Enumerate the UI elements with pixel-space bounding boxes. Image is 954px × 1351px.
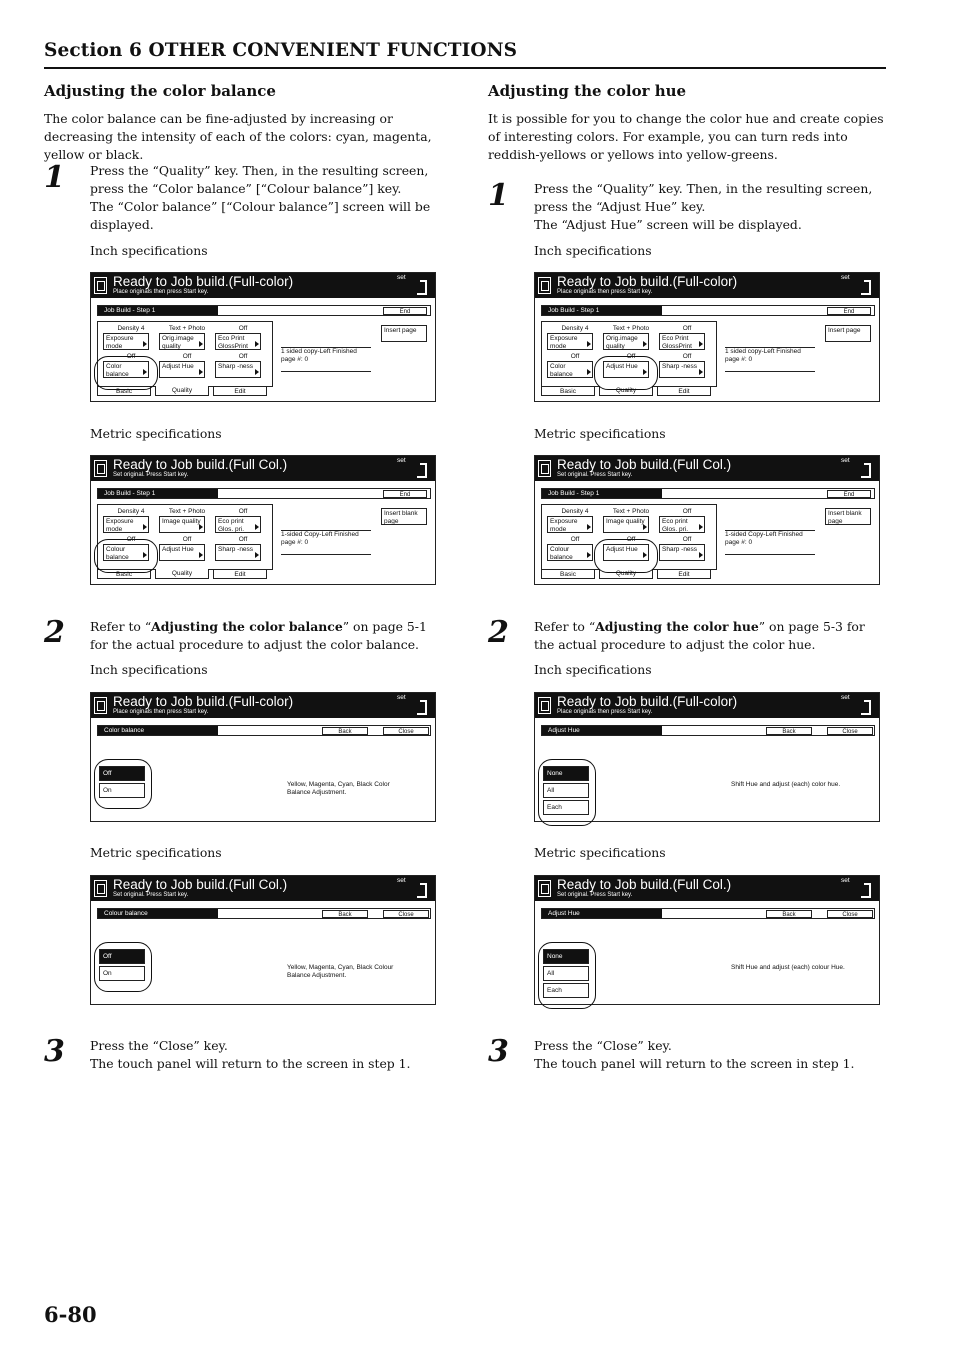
touch-panel-option-screen: [90, 692, 436, 822]
setting-caption: Density 4: [117, 508, 145, 515]
setting-caption: Off: [626, 536, 636, 543]
tab-quality[interactable]: Quality: [155, 569, 209, 579]
tab-edit[interactable]: Edit: [657, 569, 711, 579]
key-label: Exposure mode: [550, 335, 578, 350]
key-label: Adjust Hue: [162, 546, 194, 553]
setting-caption: Off: [126, 536, 136, 543]
step-number: 3: [488, 1034, 509, 1069]
tab-edit[interactable]: Edit: [213, 569, 267, 579]
highlight-circle: [94, 356, 158, 390]
screen-title: Ready to Job build.(Full Col.): [557, 877, 732, 892]
insert-page-button[interactable]: Insert blank page: [381, 508, 427, 525]
insert-page-button[interactable]: Insert page: [825, 325, 871, 342]
option-on[interactable]: On: [99, 783, 145, 798]
step-line: Press the “Close” key.: [534, 1038, 672, 1053]
key-label: Sharp -ness: [662, 546, 698, 553]
tab-quality[interactable]: Quality: [599, 569, 653, 579]
step-line: The touch panel will return to the screen in step 1.: [90, 1056, 411, 1071]
function-bar: [541, 725, 875, 736]
step-text-reference: Adjusting the color hue: [595, 619, 759, 634]
spec-label: Inch specifications: [90, 662, 208, 677]
setting-caption: Off: [682, 508, 692, 515]
setting-caption: Off: [238, 536, 248, 543]
spec-label: Inch specifications: [90, 243, 208, 258]
setting-caption: Off: [238, 325, 248, 332]
step-line: The “Color balance” [“Colour balance”] screen will be displayed.: [90, 199, 431, 232]
screen-title: Ready to Job build.(Full Col.): [113, 877, 288, 892]
setting-caption: Off: [682, 353, 692, 360]
back-button[interactable]: Back: [766, 910, 812, 918]
copy-info: 1 sided copy-Left Finished page #: 0: [281, 347, 371, 363]
spec-label: Metric specifications: [534, 845, 666, 860]
step-text-part: Refer to “: [90, 619, 152, 634]
copy-count-digit: [863, 700, 871, 715]
key-label: Sharp -ness: [218, 546, 254, 553]
intro-paragraph: The color balance can be fine-adjusted by increasing or decreasing the intensity of each of the colors: cyan, magenta, yellow or black.: [44, 111, 432, 162]
tab-quality[interactable]: Quality: [599, 386, 653, 396]
option-description: Shift Hue and adjust (each) color hue.: [731, 781, 841, 788]
screen-header: [91, 876, 435, 901]
tab-basic[interactable]: Basic: [541, 386, 595, 396]
key-label: Orig.image quality: [162, 335, 194, 350]
option-description: Yellow, Magenta, Cyan, Black Colour Balance Adjustment.: [287, 964, 394, 979]
step-line: Press the “Quality” key. Then, in the resulting screen, press the “Adjust Hue” key.: [534, 181, 873, 214]
key-label: Image quality: [606, 518, 645, 525]
option-description: Yellow, Magenta, Cyan, Black Color Balance Adjustment.: [287, 781, 390, 796]
screen-title: Ready to Job build.(Full-color): [113, 694, 294, 709]
option-on[interactable]: On: [99, 966, 145, 981]
intro-paragraph: It is possible for you to change the color hue and create copies of interesting colors. For example, you can turn reds into reddish-yellows or yellows into yellow-greens.: [488, 111, 884, 162]
document-icon: [94, 697, 107, 714]
option-none[interactable]: None: [543, 949, 589, 964]
job-build-bar: [97, 488, 431, 499]
setting-caption: Density 4: [561, 508, 589, 515]
step-number: 3: [44, 1034, 65, 1069]
highlight-circle: [94, 539, 158, 573]
copy-count-digit: [419, 280, 427, 295]
job-build-label: Job Build - Step 1: [98, 306, 218, 315]
step-line: Press the “Quality” key. Then, in the resulting screen, press the “Color balance” [“Colour balance”] key.: [90, 163, 429, 196]
setting-caption: Text + Photo: [168, 508, 206, 515]
screen-header: [535, 456, 879, 481]
screen-subtitle: Place originals then press Start key.: [113, 709, 209, 715]
header-rule: [44, 67, 886, 69]
touch-panel-option-screen: [90, 875, 436, 1005]
screen-header: [535, 876, 879, 901]
touch-panel-quality-screen: [534, 272, 880, 402]
step-number: 2: [488, 615, 509, 650]
option-each[interactable]: Each: [543, 800, 589, 815]
option-each[interactable]: Each: [543, 983, 589, 998]
setting-caption: Off: [570, 353, 580, 360]
touch-panel-quality-screen: [90, 272, 436, 402]
document-icon: [538, 697, 551, 714]
job-build-bar: [541, 488, 875, 499]
document-icon: [94, 460, 107, 477]
divider: [725, 371, 815, 372]
set-label: set: [841, 274, 850, 281]
close-button[interactable]: Close: [827, 727, 873, 735]
setting-caption: Off: [238, 353, 248, 360]
setting-caption: Off: [182, 536, 192, 543]
end-button[interactable]: End: [383, 307, 427, 315]
back-button[interactable]: Back: [322, 910, 368, 918]
copy-info: 1 sided copy-Left Finished page #: 0: [725, 347, 815, 363]
spec-label: Metric specifications: [534, 426, 666, 441]
key-label: Exposure mode: [106, 518, 134, 533]
key-label: Eco Print GlossPrint: [218, 335, 248, 350]
insert-page-button[interactable]: Insert page: [381, 325, 427, 342]
set-label: set: [397, 457, 406, 464]
document-icon: [538, 460, 551, 477]
setting-caption: Density 4: [561, 325, 589, 332]
tab-basic[interactable]: Basic: [541, 569, 595, 579]
step-line: The “Adjust Hue” screen will be displayed.: [534, 217, 802, 232]
screen-title: Ready to Job build.(Full-color): [557, 274, 738, 289]
screen-header: [91, 273, 435, 298]
option-all[interactable]: All: [543, 783, 589, 798]
tab-edit[interactable]: Edit: [213, 386, 267, 396]
document-icon: [538, 880, 551, 897]
divider: [281, 371, 371, 372]
copy-count-digit: [419, 463, 427, 478]
subsection-heading: Adjusting the color balance: [44, 82, 276, 100]
function-bar: [97, 908, 431, 919]
key-label: Color balance: [550, 363, 573, 378]
divider: [281, 554, 371, 555]
screen-header: [91, 456, 435, 481]
highlight-circle: [594, 539, 658, 573]
job-build-label: Job Build - Step 1: [98, 489, 218, 498]
divider: [725, 554, 815, 555]
option-none[interactable]: None: [543, 766, 589, 781]
key-label: Adjust Hue: [606, 546, 638, 553]
step-line: Press the “Close” key.: [90, 1038, 228, 1053]
touch-panel-quality-screen: [90, 455, 436, 585]
setting-caption: Density 4: [117, 325, 145, 332]
copy-info: 1-sided Copy-Left Finished page #: 0: [725, 530, 815, 546]
setting-caption: Text + Photo: [612, 325, 650, 332]
key-label: Eco Print GlossPrint: [662, 335, 692, 350]
job-build-bar: [97, 305, 431, 316]
screen-title: Ready to Job build.(Full-color): [113, 274, 294, 289]
document-icon: [538, 277, 551, 294]
key-label: Colour balance: [106, 546, 129, 561]
step-line: The touch panel will return to the screen in step 1.: [534, 1056, 855, 1071]
highlight-circle: [538, 942, 596, 1009]
screen-subtitle: Set original. Press Start key.: [113, 892, 189, 898]
key-label: Adjust Hue: [162, 363, 194, 370]
key-label: Sharp -ness: [662, 363, 698, 370]
key-label: Exposure mode: [106, 335, 134, 350]
copy-count-digit: [419, 883, 427, 898]
subsection-heading: Adjusting the color hue: [488, 82, 687, 100]
key-label: Sharp -ness: [218, 363, 254, 370]
function-label: Color balance: [98, 726, 218, 735]
key-label: Exposure mode: [550, 518, 578, 533]
key-label: Color balance: [106, 363, 129, 378]
set-label: set: [397, 877, 406, 884]
screen-title: Ready to Job build.(Full Col.): [557, 457, 732, 472]
screen-subtitle: Place originals then press Start key.: [113, 289, 209, 295]
touch-panel-quality-screen: [534, 455, 880, 585]
copy-count-digit: [863, 280, 871, 295]
spec-label: Inch specifications: [534, 243, 652, 258]
screen-subtitle: Set original. Press Start key.: [557, 472, 633, 478]
end-button[interactable]: End: [827, 307, 871, 315]
step-text: [90, 162, 444, 234]
set-label: set: [841, 877, 850, 884]
touch-panel-option-screen: [534, 692, 880, 822]
function-label: Adjust Hue: [542, 726, 662, 735]
setting-caption: Off: [238, 508, 248, 515]
step-text-part: ” on page 5-1 for the actual procedure to adjust the color balance.: [90, 619, 427, 652]
screen-subtitle: Place originals then press Start key.: [557, 709, 653, 715]
highlight-circle: [594, 356, 658, 390]
setting-caption: Off: [682, 536, 692, 543]
set-label: set: [397, 274, 406, 281]
step-text: [534, 1037, 888, 1073]
setting-caption: Off: [570, 536, 580, 543]
tab-basic[interactable]: Basic: [97, 386, 151, 396]
step-text-reference: Adjusting the color balance: [151, 619, 343, 634]
setting-caption: Off: [126, 353, 136, 360]
function-bar: [541, 908, 875, 919]
setting-caption: Text + Photo: [612, 508, 650, 515]
key-label: Eco print Glos. pri.: [218, 518, 245, 533]
tab-edit[interactable]: Edit: [657, 386, 711, 396]
touch-panel-option-screen: [534, 875, 880, 1005]
section-title: Section 6 OTHER CONVENIENT FUNCTIONS: [44, 40, 518, 61]
spec-label: Metric specifications: [90, 845, 222, 860]
function-bar: [97, 725, 431, 736]
job-build-label: Job Build - Step 1: [542, 489, 662, 498]
step-text-part: Refer to “: [534, 619, 596, 634]
highlight-circle: [538, 759, 596, 826]
spec-label: Metric specifications: [90, 426, 222, 441]
set-label: set: [841, 694, 850, 701]
option-description: Shift Hue and adjust (each) colour Hue.: [731, 964, 845, 971]
step-text-part: ” on page 5-3 for the actual procedure to adjust the color hue.: [534, 619, 865, 652]
screen-subtitle: Place originals then press Start key.: [557, 289, 653, 295]
document-icon: [94, 277, 107, 294]
step-number: 1: [44, 160, 65, 195]
spec-label: Inch specifications: [534, 662, 652, 677]
set-label: set: [841, 457, 850, 464]
key-label: Eco print Glos. pri.: [662, 518, 689, 533]
screen-header: [91, 693, 435, 718]
copy-count-digit: [863, 463, 871, 478]
highlight-circle: [94, 942, 152, 992]
setting-caption: Text + Photo: [168, 325, 206, 332]
screen-header: [535, 693, 879, 718]
document-icon: [94, 880, 107, 897]
setting-caption: Off: [626, 353, 636, 360]
end-button[interactable]: End: [827, 490, 871, 498]
step-text: [534, 618, 888, 654]
back-button[interactable]: Back: [766, 727, 812, 735]
copy-count-digit: [419, 700, 427, 715]
back-button[interactable]: Back: [322, 727, 368, 735]
function-label: Adjust Hue: [542, 909, 662, 918]
option-off[interactable]: Off: [99, 949, 145, 964]
setting-caption: Off: [682, 325, 692, 332]
step-text: [534, 180, 888, 234]
option-off[interactable]: Off: [99, 766, 145, 781]
screen-title: Ready to Job build.(Full Col.): [113, 457, 288, 472]
end-button[interactable]: End: [383, 490, 427, 498]
setting-caption: Off: [182, 353, 192, 360]
screen-subtitle: Set original. Press Start key.: [113, 472, 189, 478]
screen-header: [535, 273, 879, 298]
highlight-circle: [94, 759, 152, 809]
insert-page-button[interactable]: Insert blank page: [825, 508, 871, 525]
screen-subtitle: Set original. Press Start key.: [557, 892, 633, 898]
close-button[interactable]: Close: [383, 727, 429, 735]
close-button[interactable]: Close: [383, 910, 429, 918]
option-all[interactable]: All: [543, 966, 589, 981]
key-label: Colour balance: [550, 546, 573, 561]
key-label: Image quality: [162, 518, 201, 525]
tab-quality[interactable]: Quality: [155, 386, 209, 396]
key-label: Orig.image quality: [606, 335, 638, 350]
function-label: Colour balance: [98, 909, 218, 918]
set-label: set: [397, 694, 406, 701]
step-number: 2: [44, 615, 65, 650]
copy-count-digit: [863, 883, 871, 898]
job-build-label: Job Build - Step 1: [542, 306, 662, 315]
step-text: [90, 1037, 444, 1073]
step-number: 1: [488, 178, 509, 213]
tab-basic[interactable]: Basic: [97, 569, 151, 579]
job-build-bar: [541, 305, 875, 316]
copy-info: 1-sided Copy-Left Finished page #: 0: [281, 530, 371, 546]
screen-title: Ready to Job build.(Full-color): [557, 694, 738, 709]
step-text: [90, 618, 444, 654]
close-button[interactable]: Close: [827, 910, 873, 918]
key-label: Adjust Hue: [606, 363, 638, 370]
page-number: 6-80: [44, 1302, 97, 1327]
